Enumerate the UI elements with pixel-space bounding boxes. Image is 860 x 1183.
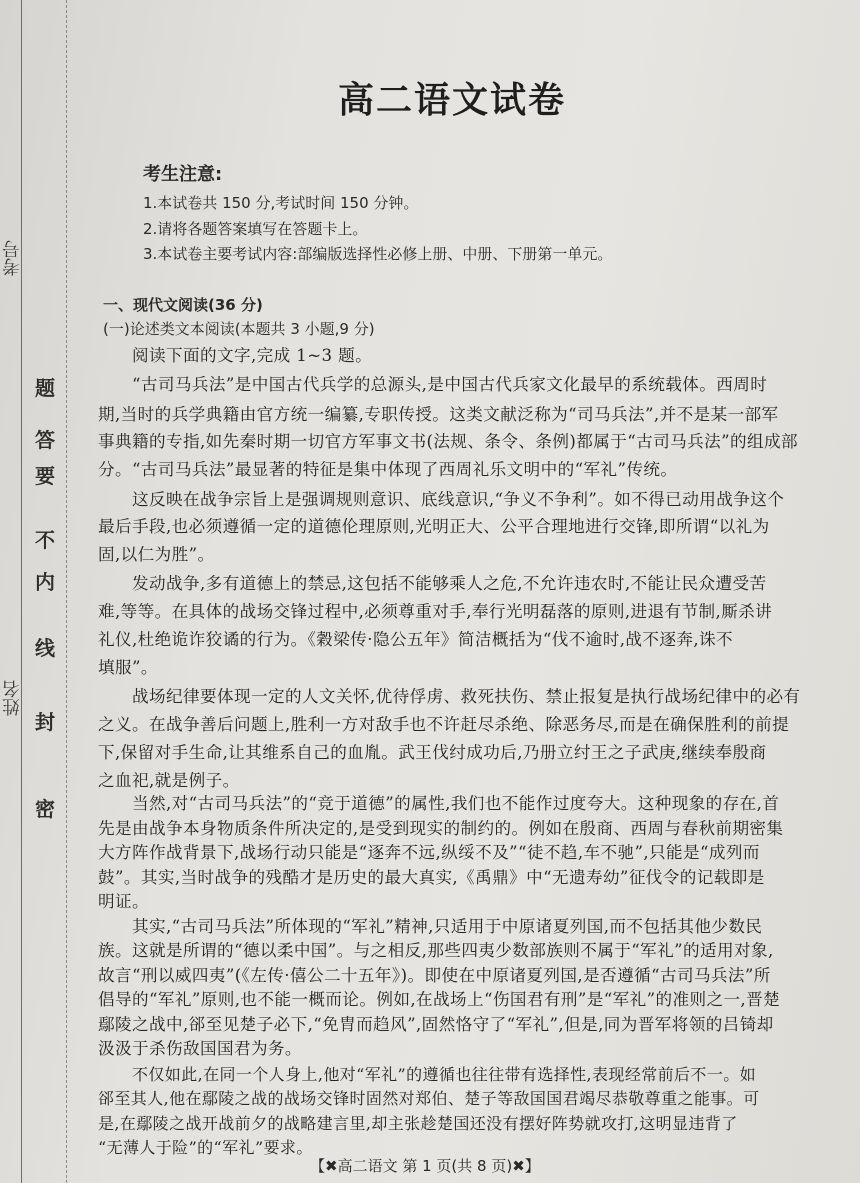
passage-line: 鼓”。其实,当时战争的残酷才是历史的最大真实,《禹鼎》中“无遗寿幼”征伐令的记载即是 — [98, 867, 765, 887]
seal-char-2: 封 — [35, 710, 55, 734]
passage-line: 之义。在战争善后问题上,胜利一方对敌手也不许赶尽杀绝、除恶务尽,而是在确保胜利的前提 — [98, 715, 790, 734]
passage-line: 明证。 — [98, 892, 149, 911]
passage-line: 之血祀,就是例子。 — [98, 771, 240, 790]
passage-line: 期,当时的兵学典籍由官方统一编纂,专职传授。这类文献泛称为“司马兵法”,并不是某一部军 — [98, 405, 779, 424]
seal-char-3: 线 — [35, 636, 55, 660]
page-footer: 【✖高二语文 第 1 页(共 8 页)✖】 — [310, 1157, 540, 1175]
passage-line: 礼仪,杜绝诡诈狡谲的行为。《穀梁传·隐公五年》简洁概括为“伐不逾时,战不逐奔,诛不 — [98, 630, 734, 649]
passage-line: 其实,“古司马兵法”所体现的“军礼”精神,只适用于中原诸夏列国,而不包括其他少数民 — [132, 916, 763, 936]
passage-line: 倡导的“军礼”原则,也不能一概而论。例如,在战场上“伤国君有刑”是“军礼”的准则之一,晋楚 — [98, 990, 781, 1009]
passage-line: 是,在鄢陵之战开战前夕的战略建言里,却主张趁楚国还没有摆好阵势就攻打,这明显违背了 — [98, 1113, 738, 1133]
subsection-heading: (一)论述类文本阅读(本题共 3 小题,9 分) — [103, 320, 375, 338]
passage-line: “无薄人于险”的“军礼”要求。 — [98, 1138, 313, 1157]
passage-line: 鄢陵之战中,郤至见楚子必下,“免胄而趋风”,固然恪守了“军礼”,但是,同为晋军将领的吕锜却 — [98, 1014, 774, 1034]
seal-char-8: 题 — [35, 376, 55, 400]
seal-char-1: 密 — [35, 797, 55, 821]
passage-line: 事典籍的专指,如先秦时期一切官方军事文书(法规、条令、条例)都属于“古司马兵法”的组成部 — [98, 432, 798, 451]
seal-char-7: 答 — [35, 428, 55, 452]
notice-heading: 考生注意: — [143, 164, 223, 185]
section-heading: 一、现代文阅读(36 分) — [103, 296, 263, 314]
exam-number-label: 考号 — [2, 240, 23, 276]
passage-line: “古司马兵法”是中国古代兵学的总源头,是中国古代兵家文化最早的系统载体。西周时 — [132, 375, 768, 394]
passage-line: 大方阵作战背景下,战场行动只能是“逐奔不远,纵绥不及”“徒不趋,车不驰”,只能是“成列而 — [98, 843, 760, 862]
seal-char-4: 内 — [35, 570, 55, 594]
passage-line: 故言“刑以威四夷”(《左传·僖公二十五年》)。即使在中原诸夏列国,是否遵循“古司马兵法”所 — [98, 965, 771, 985]
exam-title: 高二语文试卷 — [338, 80, 567, 121]
passage-line: 阅读下面的文字,完成 1~3 题。 — [132, 346, 373, 365]
passage-line: 发动战争,多有道德上的禁忌,这包括不能够乘人之危,不允许违农时,不能让民众遭受苦 — [132, 574, 767, 593]
passage-line: 固,以仁为胜”。 — [98, 545, 215, 564]
notice-item: 2.请将各题答案填写在答题卡上。 — [143, 220, 368, 238]
passage-line: 汲汲于杀伤敌国国君为务。 — [98, 1039, 302, 1058]
passage-line: 分。“古司马兵法”最显著的特征是集中体现了西周礼乐文明中的“军礼”传统。 — [98, 460, 678, 479]
passage-line: 难,等等。在具体的战场交锋过程中,必须尊重对手,奉行光明磊落的原则,进退有节制,厮杀讲 — [98, 602, 773, 621]
binding-line — [21, 0, 22, 1183]
passage-line: 不仅如此,在同一个人身上,他对“军礼”的遵循也往往带有选择性,表现经常前后不一。如 — [132, 1064, 757, 1084]
seal-char-5: 不 — [35, 528, 55, 552]
passage-line: 先是由战争本身物质条件所决定的,是受到现实的制约的。例如在殷商、西周与春秋前期密集 — [98, 818, 784, 838]
passage-line: 最后手段,也必须遵循一定的道德伦理原则,光明正大、公平合理地进行交锋,即所谓“以礼为 — [98, 517, 770, 536]
seal-char-6: 要 — [35, 464, 55, 488]
notice-item: 1.本试卷共 150 分,考试时间 150 分钟。 — [143, 194, 419, 212]
passage-line: 当然,对“古司马兵法”的“竞于道德”的属性,我们也不能作过度夸大。这种现象的存在,首 — [132, 794, 780, 813]
binding-margin — [0, 0, 92, 1183]
passage-line: 战场纪律要体现一定的人文关怀,优待俘虏、救死扶伤、禁止报复是执行战场纪律中的必有 — [132, 687, 801, 706]
passage-line: 填服”。 — [98, 658, 158, 677]
passage-line: 这反映在战争宗旨上是强调规则意识、底线意识,“争义不争利”。如不得已动用战争这个 — [132, 490, 785, 509]
name-label: 姓名 — [2, 680, 23, 716]
passage-line: 郤至其人,他在鄢陵之战的战场交锋时固然对郑伯、楚子等敌国国君竭尽恭敬尊重之能事。可 — [98, 1089, 760, 1108]
passage-line: 族。这就是所谓的“德以柔中国”。与之相反,那些四夷少数部族则不属于“军礼”的适用对象, — [98, 941, 774, 960]
notice-item: 3.本试卷主要考试内容:部编版选择性必修上册、中册、下册第一单元。 — [143, 245, 613, 263]
seal-line — [66, 0, 67, 1183]
passage-line: 下,保留对手生命,让其维系自己的血胤。武王伐纣成功后,乃册立纣王之子武庚,继续奉殷商 — [98, 743, 767, 762]
